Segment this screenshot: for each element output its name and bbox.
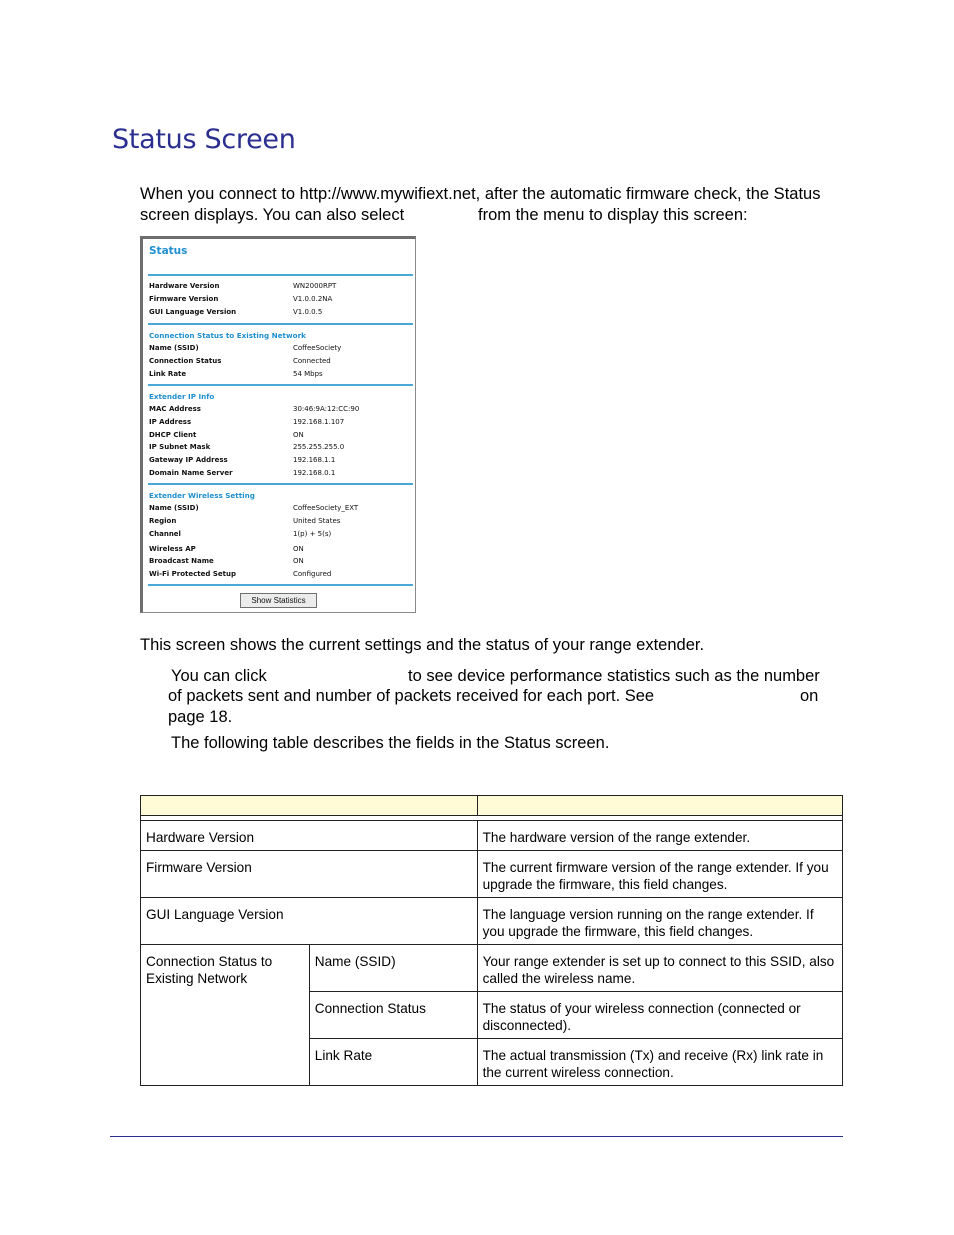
group-label-cell: Connection Status to Existing Network (141, 945, 310, 1086)
subnet-value: 255.255.255.0 (293, 443, 345, 451)
wl-ssid-value: CoffeeSociety_EXT (293, 504, 359, 512)
link-rate-value: 54 Mbps (293, 370, 323, 378)
field-cell: Hardware Version (141, 821, 478, 851)
show-statistics-button[interactable]: Show Statistics (240, 593, 317, 608)
wireless-ap-value: ON (293, 545, 304, 553)
header-cell-description (477, 796, 842, 816)
divider (148, 483, 413, 485)
wps-label: Wi-Fi Protected Setup (149, 570, 236, 578)
gateway-value: 192.168.1.1 (293, 456, 336, 464)
dhcp-label: DHCP Client (149, 431, 197, 439)
subfield-cell: Connection Status (309, 992, 477, 1039)
header-cell-field (141, 796, 478, 816)
section-extender-wireless: Extender Wireless Setting (149, 491, 255, 500)
fw-label: Firmware Version (149, 295, 219, 303)
table-row (141, 851, 843, 898)
description-cell: Your range extender is set up to connect to this SSID, also called the wireless name. (477, 945, 842, 992)
body-paragraph-3: The following table describes the fields in the Status screen. (171, 734, 610, 752)
subfield-cell: Link Rate (309, 1039, 477, 1086)
region-label: Region (149, 517, 177, 525)
conn-status-label: Connection Status (149, 357, 222, 365)
body-p2b: to see device performance statistics such as the number (408, 667, 820, 685)
channel-label: Channel (149, 530, 181, 538)
link-rate-label: Link Rate (149, 370, 187, 378)
description-cell: The current firmware version of the range extender. If you upgrade the firmware, this field changes. (477, 851, 842, 898)
status-screenshot (140, 236, 416, 613)
description-cell: The language version running on the range extender. If you upgrade the firmware, this field changes. (477, 898, 842, 945)
conn-status-value: Connected (293, 357, 331, 365)
gateway-label: Gateway IP Address (149, 456, 228, 464)
mac-label: MAC Address (149, 405, 201, 413)
description-cell: The hardware version of the range extender. (477, 821, 842, 851)
channel-value: 1(p) + 5(s) (293, 530, 332, 538)
conn-ssid-value: CoffeeSociety (293, 344, 342, 352)
body-p2d: on (800, 687, 819, 705)
status-panel-title: Status (149, 245, 188, 257)
subnet-label: IP Subnet Mask (149, 443, 211, 451)
broadcast-value: ON (293, 557, 304, 565)
intro-line-2b: from the menu to display this screen: (478, 206, 748, 224)
page-title: Status Screen (112, 124, 296, 155)
dhcp-value: ON (293, 431, 304, 439)
description-cell: The actual transmission (Tx) and receive (Rx) link rate in the current wireless connection. (477, 1039, 842, 1086)
body-paragraph-1: This screen shows the current settings and the status of your range extender. (140, 636, 705, 654)
hw-label: Hardware Version (149, 282, 220, 290)
divider (148, 584, 413, 586)
hw-value: WN2000RPT (293, 282, 337, 290)
body-p2c: of packets sent and number of packets received for each port. See (168, 687, 655, 705)
section-extender-ip: Extender IP Info (149, 392, 215, 401)
divider (148, 274, 413, 276)
ip-label: IP Address (149, 418, 192, 426)
divider (148, 384, 413, 386)
table-row (141, 821, 843, 851)
fw-value: V1.0.0.2NA (293, 295, 333, 303)
gui-value: V1.0.0.5 (293, 308, 323, 316)
intro-line-1: When you connect to http://www.mywifiext.net, after the automatic firmware check, the Status (140, 185, 821, 203)
table-header-row (141, 796, 843, 816)
gui-label: GUI Language Version (149, 308, 237, 316)
body-p2e: page 18. (168, 708, 233, 726)
body-p2a: You can click (171, 667, 267, 685)
conn-ssid-label: Name (SSID) (149, 344, 199, 352)
mac-value: 30:46:9A:12:CC:90 (293, 405, 360, 413)
broadcast-label: Broadcast Name (149, 557, 214, 565)
wireless-ap-label: Wireless AP (149, 545, 196, 553)
status-fields-table (140, 795, 843, 1086)
table-row (141, 945, 843, 992)
ip-value: 192.168.1.107 (293, 418, 345, 426)
intro-line-2a: screen displays. You can also select (140, 206, 405, 224)
section-connection-status: Connection Status to Existing Network (149, 331, 306, 340)
subfield-cell: Name (SSID) (309, 945, 477, 992)
table-row (141, 898, 843, 945)
region-value: United States (293, 517, 341, 525)
wps-value: Configured (293, 570, 332, 578)
dns-value: 192.168.0.1 (293, 469, 336, 477)
divider (148, 323, 413, 325)
dns-label: Domain Name Server (149, 469, 233, 477)
field-cell: Firmware Version (141, 851, 478, 898)
footer-rule (110, 1136, 843, 1137)
field-cell: GUI Language Version (141, 898, 478, 945)
description-cell: The status of your wireless connection (connected or disconnected). (477, 992, 842, 1039)
wl-ssid-label: Name (SSID) (149, 504, 199, 512)
